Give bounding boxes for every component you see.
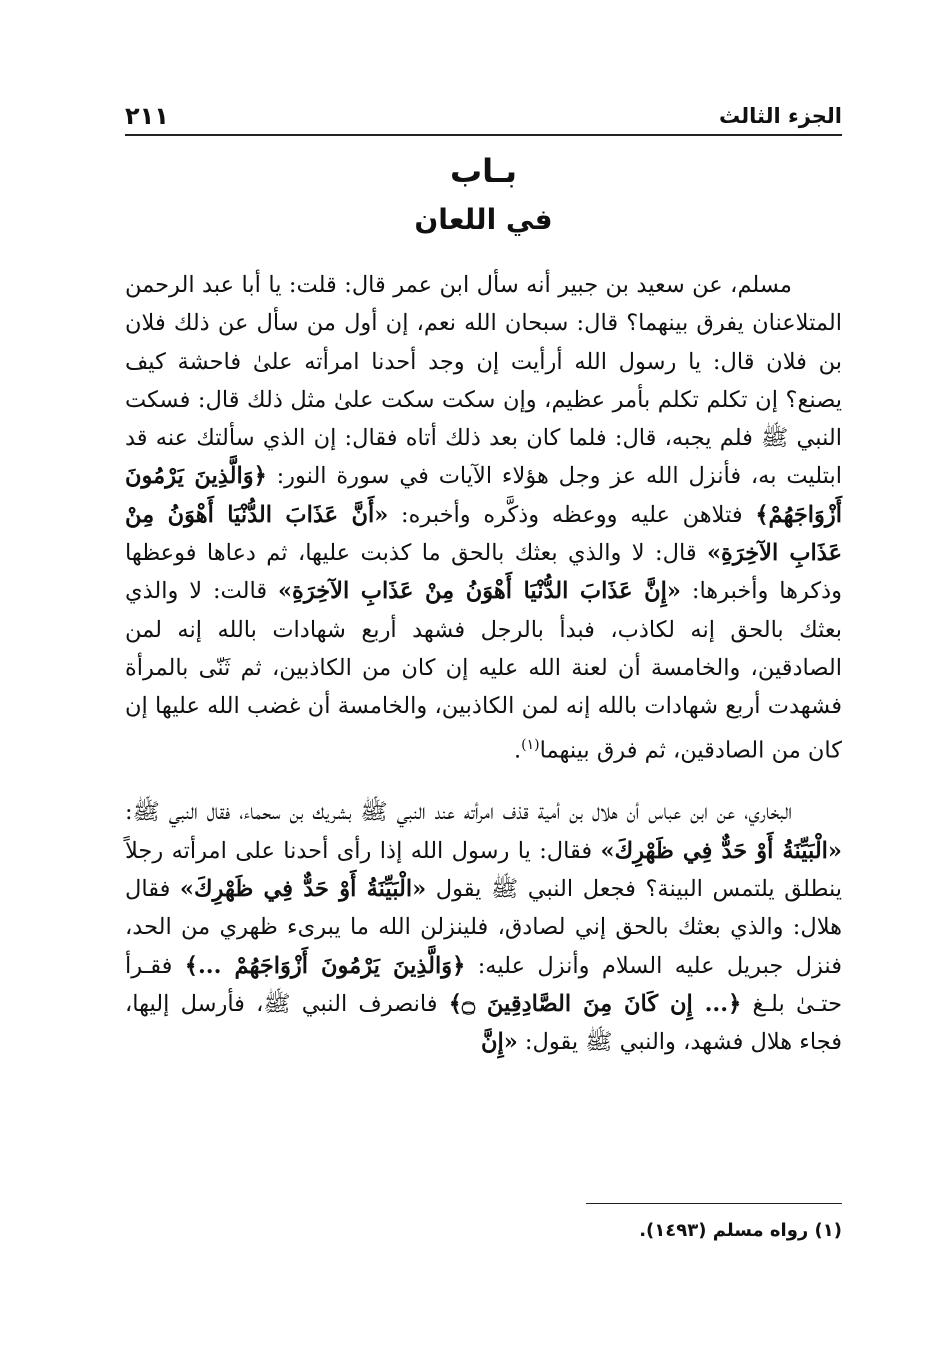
- chapter-title: بـاب: [449, 152, 518, 190]
- text-segment: البخاري، عن ابن عباس أن هلال بن أمية قذف امرأته عند النبي ﷺ بشريك بن سحماء، فقال النبي ﷺ:: [125, 799, 792, 826]
- text-segment: فقال: يا رسول الله إذا رأى أحدنا على امرأته رجلاً ينطلق يلتمس البينة؟ فجعل النبي ﷺ يقول: [125, 837, 842, 902]
- text-segment: فتلاهن عليه ووعظه وذكَّره وأخبره:: [388, 501, 756, 528]
- hadith-quote: «أَنَّ عَذَابَ الدُّنْيَا أَهْوَنُ مِنْ عَذَابِ الآخِرَةِ»: [125, 501, 842, 567]
- text-segment: .: [513, 737, 522, 764]
- chapter-heading: [125, 146, 842, 244]
- page-number: ٢١١: [125, 102, 169, 130]
- hadith-quote: «الْبَيِّنَةُ أَوْ حَدٌّ فِي ظَهْرِكَ»: [600, 837, 842, 864]
- quran-quote: ﴿... إِن كَانَ مِنَ الصَّادِقِينَ ۝﴾: [448, 990, 742, 1017]
- hadith-quote: «إِنَّ: [480, 1029, 518, 1056]
- text-segment: فقال هلال: والذي بعثك بالحق إني لصادق، فلينزلن الله ما يبرىء ظهري من الحد، فنزل جبريل عليه السلام وأنزل عليه:: [125, 875, 842, 979]
- text-segment: قالت: لا والذي بعثك بالحق إنه لكاذب، فبدأ بالرجل فشهد أربع شهادات بالله إنه لمن الصادقين، والخامسة أن لعنة الله عليه إن كان من الكاذبين، ثم ثَنّى بالمرأة فشهدت أربع شهادات بالله إنه لمن الكاذبين، والخامسة أن غضب الله عليها إن كان من الصادقين، ثم فرق بينهما: [125, 578, 842, 764]
- footnote-reference[interactable]: (١): [521, 736, 540, 753]
- chapter-subtitle: في اللعان: [414, 203, 553, 236]
- hadith-paragraph-muslim: [125, 266, 842, 769]
- hadith-quote: «إِنَّ عَذَابَ الدُّنْيَا أَهْوَنُ مِنْ عَذَابِ الآخِرَةِ»: [277, 578, 681, 605]
- main-text: [125, 266, 842, 1061]
- quran-quote: ﴿وَالَّذِينَ يَرْمُونَ أَزْوَاجَهُمْ ...﴾: [184, 952, 466, 979]
- footnote-divider: [586, 1203, 842, 1204]
- hadith-paragraph-bukhari: [125, 793, 842, 1061]
- text-segment: فقـرأ حتـىٰ بلـغ: [125, 952, 842, 1017]
- hadith-quote: «الْبَيِّنَةُ أَوْ حَدٌّ فِي ظَهْرِكَ»: [179, 875, 427, 902]
- text-segment: فانصرف النبي ﷺ، فأرسل إليها، فجاء هلال فشهد، والنبي ﷺ يقول:: [125, 990, 842, 1056]
- text-segment: قال: لا والذي بعثك بالحق ما كذبت عليها، ثم دعاها فوعظها وذكرها وأخبرها:: [125, 540, 843, 605]
- page-header: [125, 98, 842, 136]
- footnote: (١) رواه مسلم (١٤٩٣).: [639, 1220, 842, 1241]
- quran-quote: ﴿وَالَّذِينَ يَرْمُونَ أَزْوَاجَهُمْ﴾: [125, 463, 842, 528]
- text-segment: مسلم، عن سعيد بن جبير أنه سأل ابن عمر قال: قلت: يا أبا عبد الرحمن المتلاعنان يفرق بينهما؟ قال: سبحان الله نعم، إن أول من سأل عن ذلك فلان بن فلان قال: يا رسول الله أرأيت إن وجد أحدنا امرأته علىٰ فاحشة كيف يصنع؟ إن تكلم تكلم بأمر عظيم، وإن سكت سكت علىٰ مثل ذلك قال: فسكت النبي ﷺ فلم يجبه، قال: فلما كان بعد ذلك أتاه فقال: إن الذي سألتك عنه قد ابتليت به، فأنزل الله عز وجل هؤلاء الآيات في سورة النور:: [125, 272, 843, 490]
- running-title: الجزء الثالث: [719, 104, 842, 128]
